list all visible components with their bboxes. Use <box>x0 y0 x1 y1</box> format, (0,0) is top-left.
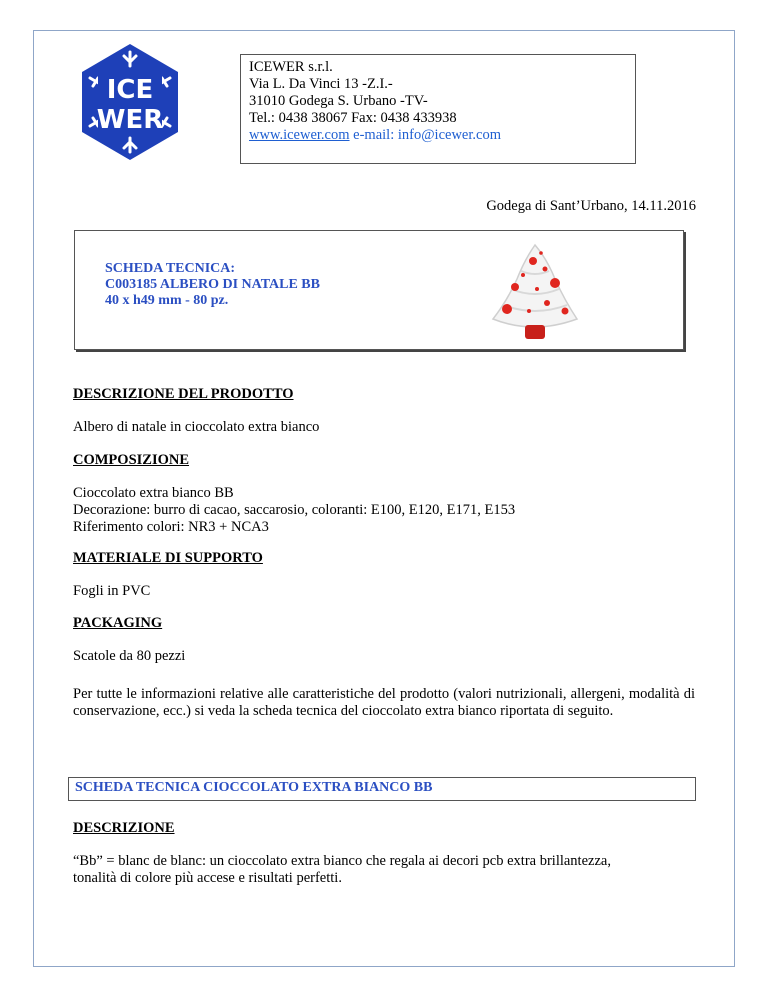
heading-chocolate-descrizione: DESCRIZIONE <box>73 820 175 836</box>
chocolate-description <box>73 853 611 887</box>
logo-text-top: ICE <box>106 75 154 105</box>
website-link[interactable]: www.icewer.com <box>249 127 350 143</box>
product-title-line1: SCHEDA TECNICA: <box>105 261 236 276</box>
heading-descrizione: DESCRIZIONE DEL PRODOTTO <box>73 386 294 402</box>
composizione-line: Riferimento colori: NR3 + NCA3 <box>73 519 269 535</box>
heading-packaging: PACKAGING <box>73 615 163 631</box>
composizione-list <box>73 485 515 536</box>
chocolate-description-line: tonalità di colore più accese e risultati perfetti. <box>73 870 342 886</box>
product-title <box>105 261 320 309</box>
product-box <box>74 230 684 350</box>
logo-text-bottom: WER <box>96 105 164 135</box>
heading-materiale: MATERIALE DI SUPPORTO <box>73 550 263 566</box>
address-street: Via L. Da Vinci 13 -Z.I.- <box>249 76 393 92</box>
product-title-line3: 40 x h49 mm - 80 pz. <box>105 293 229 308</box>
composizione-line: Decorazione: burro di cacao, saccarosio, coloranti: E100, E120, E171, E153 <box>73 502 516 518</box>
heading-composizione: COMPOSIZIONE <box>73 452 190 468</box>
chocolate-banner: SCHEDA TECNICA CIOCCOLATO EXTRA BIANCO BB <box>68 777 696 801</box>
address-box <box>240 54 636 164</box>
text-packaging: Scatole da 80 pezzi <box>73 648 186 664</box>
christmas-tree-icon <box>485 239 585 345</box>
product-title-line2: C003185 ALBERO DI NATALE BB <box>105 277 320 292</box>
snowflake-hexagon-icon <box>78 42 182 162</box>
address-contacts <box>249 127 627 144</box>
address-city: 31010 Godega S. Urbano -TV- <box>249 93 428 109</box>
document-date: Godega di Sant’Urbano, 14.11.2016 <box>486 198 696 214</box>
composizione-line: Cioccolato extra bianco BB <box>73 485 234 501</box>
email-text[interactable]: e-mail: info@icewer.com <box>353 127 501 143</box>
chocolate-description-line: “Bb” = blanc de blanc: un cioccolato extra bianco che regala ai decori pcb extra brillantezza, <box>73 853 611 869</box>
text-materiale: Fogli in PVC <box>73 583 151 599</box>
text-descrizione: Albero di natale in cioccolato extra bianco <box>73 419 320 435</box>
address-phone: Tel.: 0438 38067 Fax: 0438 433938 <box>249 110 457 126</box>
company-name: ICEWER s.r.l. <box>249 59 333 75</box>
info-paragraph: Per tutte le informazioni relative alle caratteristiche del prodotto (valori nutrizionali, allergeni, modalità di conservazione, ecc.) si veda la scheda tecnica del cioccolato extra bianco riportata di seguito. <box>73 686 695 719</box>
